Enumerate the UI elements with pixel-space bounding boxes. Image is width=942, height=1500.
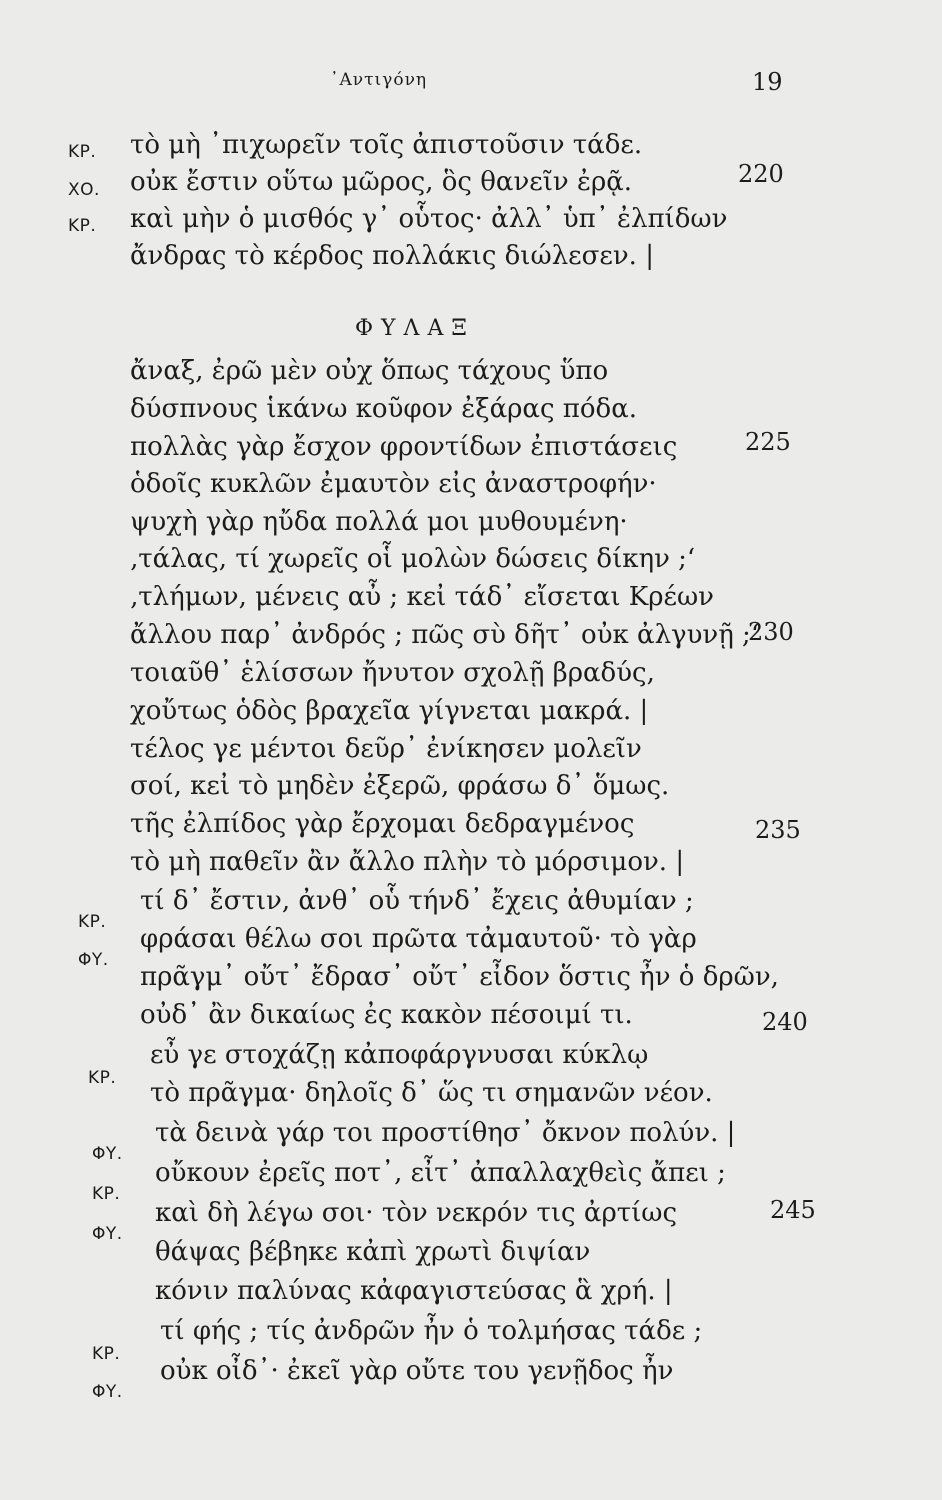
verse-line: ‚τάλας, τί χωρεῖς οἷ μολὼν δώσεις δίκην ;‘ xyxy=(130,544,696,574)
line-number: 225 xyxy=(745,428,791,456)
line-number: 220 xyxy=(738,160,784,188)
page-number: 19 xyxy=(752,68,783,96)
speaker-label: ΚΡ. xyxy=(68,216,97,236)
verse-line: πρᾶγμ᾿ οὔτ᾿ ἔδρασ᾿ οὔτ᾿ εἶδον ὅστις ἦν ὁ δρῶν, xyxy=(140,962,779,992)
verse-line: καὶ δὴ λέγω σοι· τὸν νεκρόν τις ἀρτίως xyxy=(155,1198,678,1228)
verse-line: τὰ δεινὰ γάρ τοι προστίθησ᾿ ὄκνον πολύν. | xyxy=(155,1118,736,1148)
verse-line: τῆς ἐλπίδος γὰρ ἔρχομαι δεδραγμένος xyxy=(130,809,635,839)
speaker-label: ΦΥ. xyxy=(78,950,109,970)
line-number: 245 xyxy=(770,1196,816,1224)
verse-line: ὁδοῖς κυκλῶν ἐμαυτὸν εἰς ἀναστροφήν· xyxy=(130,469,657,499)
speaker-label: ΚΡ. xyxy=(92,1184,121,1204)
speaker-label: ΦΥ. xyxy=(92,1144,123,1164)
verse-line: τοιαῦθ᾿ ἑλίσσων ἤνυτον σχολῇ βραδύς, xyxy=(130,658,655,688)
verse-line: οὐκ οἶδ᾿· ἐκεῖ γὰρ οὔτε του γενῇδος ἦν xyxy=(160,1356,674,1386)
verse-line: ‚τλήμων, μένεις αὖ ; κεἰ τάδ᾿ εἴσεται Κρέων xyxy=(130,582,714,612)
verse-line: κόνιν παλύνας κἀφαγιστεύσας ἃ χρή. | xyxy=(155,1276,673,1306)
speaker-label: ΚΡ. xyxy=(88,1068,117,1088)
verse-line: θάψας βέβηκε κἀπὶ χρωτὶ διψίαν xyxy=(155,1237,591,1267)
verse-line: τὸ πρᾶγμα· δηλοῖς δ᾿ ὥς τι σημανῶν νέον. xyxy=(150,1078,713,1108)
verse-line: φράσαι θέλω σοι πρῶτα τἀμαυτοῦ· τὸ γὰρ xyxy=(140,924,697,954)
line-number: 235 xyxy=(755,816,801,844)
verse-line: ἄναξ, ἐρῶ μὲν οὐχ ὅπως τάχους ὕπο xyxy=(130,356,609,386)
verse-line: οὐδ᾿ ἂν δικαίως ἐς κακὸν πέσοιμί τι. xyxy=(140,1000,633,1030)
speaker-label: ΦΥ. xyxy=(92,1382,123,1402)
verse-line: καὶ μὴν ὁ μισθός γ᾿ οὗτος· ἀλλ᾿ ὑπ᾿ ἐλπίδων xyxy=(130,204,728,234)
verse-line: χοὔτως ὁδὸς βραχεῖα γίγνεται μακρά. | xyxy=(130,696,649,726)
speaker-label: ΚΡ. xyxy=(78,912,107,932)
speaker-label: ΧΟ. xyxy=(68,180,100,200)
section-heading: ΦΥΛΑΞ xyxy=(355,316,475,341)
verse-line: οὔκουν ἐρεῖς ποτ᾿, εἶτ᾿ ἀπαλλαχθεὶς ἄπει ; xyxy=(155,1158,726,1188)
speaker-label: ΚΡ. xyxy=(92,1344,121,1364)
verse-line: τέλος γε μέντοι δεῦρ᾿ ἐνίκησεν μολεῖν xyxy=(130,734,642,764)
verse-line: τὸ μὴ παθεῖν ἂν ἄλλο πλὴν τὸ μόρσιμον. | xyxy=(130,847,685,877)
speaker-label: ΚΡ. xyxy=(68,142,97,162)
verse-line: σοί, κεἰ τὸ μηδὲν ἐξερῶ, φράσω δ᾿ ὅμως. xyxy=(130,771,670,801)
verse-line: δύσπνους ἱκάνω κοῦφον ἐξάρας πόδα. xyxy=(130,394,638,424)
verse-line: τὸ μὴ ᾿πιχωρεῖν τοῖς ἀπιστοῦσιν τάδε. xyxy=(130,130,643,160)
verse-line: εὖ γε στοχάζῃ κἀποφάργνυσαι κύκλῳ xyxy=(150,1040,649,1070)
verse-line: τί φής ; τίς ἀνδρῶν ἦν ὁ τολμήσας τάδε ; xyxy=(160,1316,703,1346)
verse-line: ἄνδρας τὸ κέρδος πολλάκις διώλεσεν. | xyxy=(130,241,654,271)
verse-line: ψυχὴ γὰρ ηὔδα πολλά μοι μυθουμένη· xyxy=(130,507,628,537)
verse-line: ἄλλου παρ᾿ ἀνδρός ; πῶς σὺ δῆτ᾿ οὐκ ἀλγυνῇ ;‘ xyxy=(130,620,760,650)
running-title: ᾿Αντιγόνη xyxy=(330,70,428,90)
speaker-label: ΦΥ. xyxy=(92,1224,123,1244)
verse-line: οὐκ ἔστιν οὕτω μῶρος, ὃς θανεῖν ἐρᾷ. xyxy=(130,167,633,197)
line-number: 240 xyxy=(762,1008,808,1036)
verse-line: πολλὰς γὰρ ἔσχον φροντίδων ἐπιστάσεις xyxy=(130,432,678,462)
line-number: 230 xyxy=(748,618,794,646)
verse-line: τί δ᾿ ἔστιν, ἀνθ᾿ οὗ τήνδ᾿ ἔχεις ἀθυμίαν ; xyxy=(140,886,694,916)
